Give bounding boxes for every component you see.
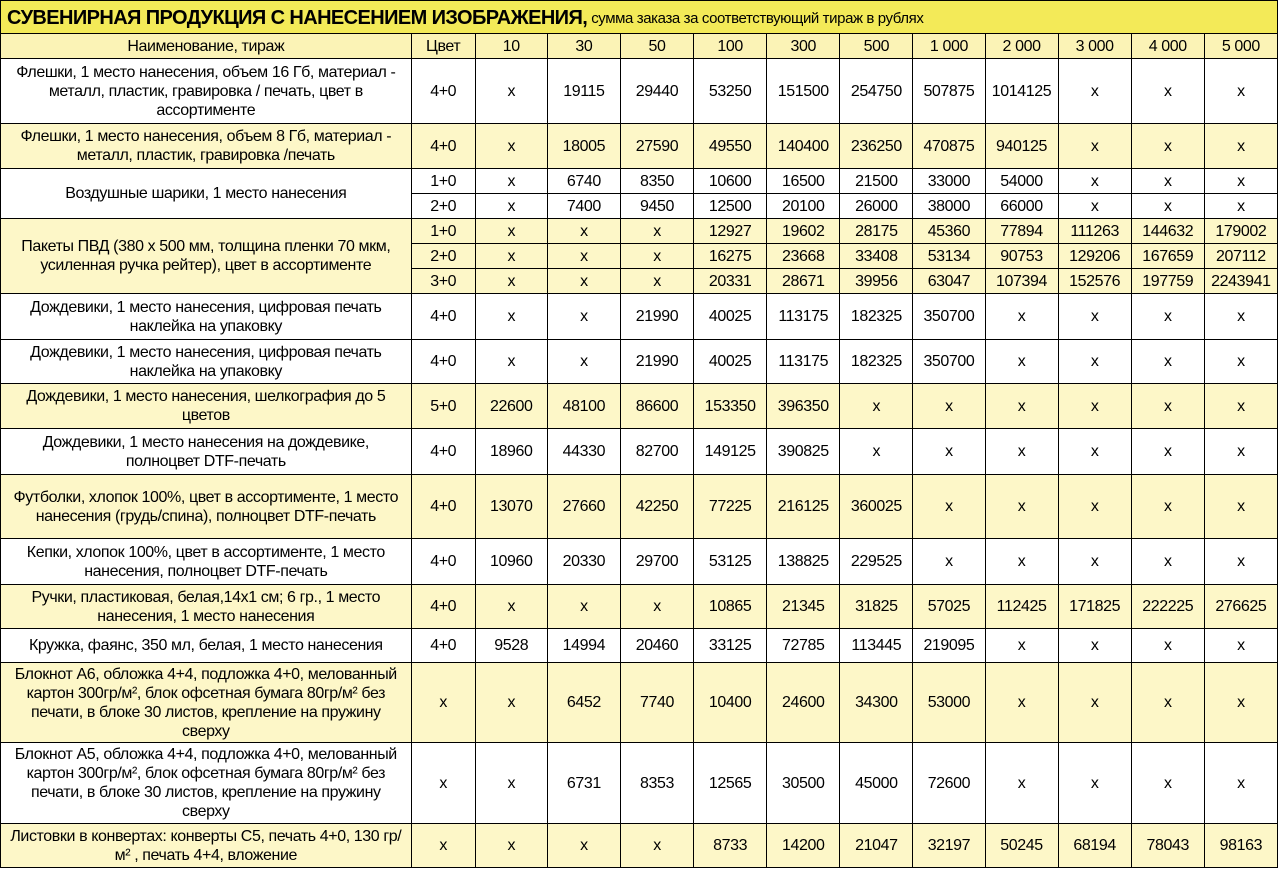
price-cell: 22600 [475,384,547,429]
header-qty-5000: 5 000 [1204,34,1277,59]
color-cell: 3+0 [411,269,475,294]
table-row [1,59,1278,124]
product-name-cell: Дождевики, 1 место нанесения, цифровая печать наклейка на упаковку [1,294,412,340]
price-cell: 26000 [840,194,913,219]
price-cell: x [620,219,693,244]
price-cell: x [475,824,547,868]
price-cell: x [1131,124,1204,169]
price-cell: 6740 [547,169,620,194]
price-cell: 38000 [913,194,985,219]
price-cell: x [1131,294,1204,340]
price-cell: 18960 [475,429,547,475]
price-cell: x [1131,539,1204,585]
color-cell: 1+0 [411,219,475,244]
price-cell: x [840,384,913,429]
header-qty-100: 100 [694,34,767,59]
price-cell: x [475,59,547,124]
product-name-cell: Дождевики, 1 место нанесения, цифровая печать наклейка на упаковку [1,340,412,384]
price-cell: 90753 [985,244,1058,269]
price-cell: 197759 [1131,269,1204,294]
price-cell: 16500 [767,169,840,194]
price-cell: 34300 [840,663,913,743]
price-cell: x [1204,663,1277,743]
price-cell: 20331 [694,269,767,294]
color-cell: x [411,663,475,743]
price-cell: 28671 [767,269,840,294]
price-cell: 12927 [694,219,767,244]
price-cell: 29440 [620,59,693,124]
price-cell: 98163 [1204,824,1277,868]
price-cell: x [985,475,1058,539]
product-name-cell: Кружка, фаянс, 350 мл, белая, 1 место нанесения [1,629,412,663]
price-cell: x [1204,629,1277,663]
price-cell: x [1204,384,1277,429]
price-cell: 112425 [985,585,1058,629]
price-cell: x [547,294,620,340]
price-cell: x [475,169,547,194]
price-cell: 12500 [694,194,767,219]
price-cell: x [1131,429,1204,475]
price-cell: x [1058,629,1131,663]
price-cell: 27660 [547,475,620,539]
product-name-cell: Дождевики, 1 место нанесения, шелкография до 5 цветов [1,384,412,429]
price-cell: 77225 [694,475,767,539]
price-cell: 113175 [767,340,840,384]
price-cell: 40025 [694,340,767,384]
price-cell: x [985,629,1058,663]
price-cell: 53250 [694,59,767,124]
product-name-cell: Флешки, 1 место нанесения, объем 8 Гб, материал - металл, пластик, гравировка /печать [1,124,412,169]
price-cell: 10400 [694,663,767,743]
price-cell: x [1058,743,1131,824]
price-cell: x [1058,539,1131,585]
price-cell: 9450 [620,194,693,219]
price-cell: 32197 [913,824,985,868]
price-cell: 33125 [694,629,767,663]
price-cell: 12565 [694,743,767,824]
price-cell: 57025 [913,585,985,629]
price-cell: x [1204,169,1277,194]
color-cell: 4+0 [411,629,475,663]
price-cell: 20460 [620,629,693,663]
price-cell: x [1131,384,1204,429]
header-qty-1000: 1 000 [913,34,985,59]
price-cell: x [475,663,547,743]
price-cell: x [620,269,693,294]
product-name-cell: Блокнот А6, обложка 4+4, подложка 4+0, мелованный картон 300гр/м², блок офсетная бумага 80гр/м² без печати, в блоке 30 листов, крепление на пружину сверху [1,663,412,743]
price-cell: x [475,194,547,219]
header-qty-50: 50 [620,34,693,59]
price-cell: 107394 [985,269,1058,294]
header-name: Наименование, тираж [1,34,412,59]
product-name-cell: Блокнот А5, обложка 4+4, подложка 4+0, мелованный картон 300гр/м², блок офсетная бумага 80гр/м² без печати, в блоке 30 листов, крепление на пружину сверху [1,743,412,824]
price-cell: 23668 [767,244,840,269]
price-cell: x [1204,429,1277,475]
price-cell: 21500 [840,169,913,194]
price-cell: x [1058,124,1131,169]
table-row [1,663,1278,743]
table-row [1,169,1278,194]
product-name-cell: Футболки, хлопок 100%, цвет в ассортименте, 1 место нанесения (грудь/спина), полноцвет DTF-печать [1,475,412,539]
price-cell: 138825 [767,539,840,585]
price-cell: 20100 [767,194,840,219]
price-cell: x [1058,475,1131,539]
price-cell: x [620,824,693,868]
price-cell: 167659 [1131,244,1204,269]
color-cell: 4+0 [411,539,475,585]
price-cell: x [547,219,620,244]
product-name-cell: Флешки, 1 место нанесения, объем 16 Гб, материал - металл, пластик, гравировка / печать, цвет в ассортименте [1,59,412,124]
price-cell: 18005 [547,124,620,169]
price-cell: x [1058,294,1131,340]
price-cell: x [1204,294,1277,340]
price-cell: 254750 [840,59,913,124]
price-cell: 153350 [694,384,767,429]
price-cell: 396350 [767,384,840,429]
product-name-cell: Листовки в конвертах: конверты С5, печать 4+0, 130 гр/м² , печать 4+4, вложение [1,824,412,868]
table-row [1,824,1278,868]
color-cell: 1+0 [411,169,475,194]
price-cell: x [547,824,620,868]
color-cell: 4+0 [411,294,475,340]
table-row [1,539,1278,585]
price-cell: 236250 [840,124,913,169]
price-cell: x [475,585,547,629]
product-name-cell: Ручки, пластиковая, белая,14х1 см; 6 гр., 1 место нанесения, 1 место нанесения [1,585,412,629]
product-name-cell: Дождевики, 1 место нанесения на дождевике, полноцвет DTF-печать [1,429,412,475]
price-cell: x [475,743,547,824]
price-cell: x [1131,169,1204,194]
price-cell: x [913,475,985,539]
price-cell: x [547,244,620,269]
price-cell: 14200 [767,824,840,868]
price-cell: 10865 [694,585,767,629]
color-cell: 2+0 [411,194,475,219]
price-cell: 29700 [620,539,693,585]
page-title: СУВЕНИРНАЯ ПРОДУКЦИЯ С НАНЕСЕНИЕМ ИЗОБРАЖЕНИЯ, [7,7,588,29]
price-cell: 68194 [1058,824,1131,868]
price-cell: 86600 [620,384,693,429]
price-cell: x [1204,194,1277,219]
price-cell: 66000 [985,194,1058,219]
price-cell: 33000 [913,169,985,194]
price-cell: 44330 [547,429,620,475]
price-cell: 182325 [840,340,913,384]
price-cell: 20330 [547,539,620,585]
price-cell: 50245 [985,824,1058,868]
price-cell: 39956 [840,269,913,294]
price-cell: 470875 [913,124,985,169]
price-cell: 216125 [767,475,840,539]
price-cell: 151500 [767,59,840,124]
price-cell: 144632 [1131,219,1204,244]
price-cell: 507875 [913,59,985,124]
table-row [1,743,1278,824]
price-cell: 33408 [840,244,913,269]
price-cell: 21990 [620,340,693,384]
header-qty-10: 10 [475,34,547,59]
price-cell: 2243941 [1204,269,1277,294]
price-cell: x [1058,340,1131,384]
price-cell: 1014125 [985,59,1058,124]
price-cell: 111263 [1058,219,1131,244]
product-name-cell: Воздушные шарики, 1 место нанесения [1,169,412,219]
price-cell: 72600 [913,743,985,824]
product-name-cell: Пакеты ПВД (380 х 500 мм, толщина пленки 70 мкм, усиленная ручка рейтер), цвет в ассортименте [1,219,412,294]
color-cell: 4+0 [411,124,475,169]
price-cell: 129206 [1058,244,1131,269]
price-cell: 222225 [1131,585,1204,629]
price-cell: 49550 [694,124,767,169]
price-cell: x [1204,475,1277,539]
price-cell: 53134 [913,244,985,269]
price-cell: 78043 [1131,824,1204,868]
price-cell: x [1058,384,1131,429]
table-row [1,219,1278,244]
table-row [1,124,1278,169]
table-row [1,629,1278,663]
price-cell: 219095 [913,629,985,663]
price-cell: 82700 [620,429,693,475]
page-subtitle: сумма заказа за соответствующий тираж в рублях [591,10,924,27]
price-cell: 48100 [547,384,620,429]
price-cell: 24600 [767,663,840,743]
price-cell: 8353 [620,743,693,824]
price-cell: 171825 [1058,585,1131,629]
price-cell: 179002 [1204,219,1277,244]
price-table [0,33,1278,868]
price-cell: 21990 [620,294,693,340]
price-cell: 72785 [767,629,840,663]
color-cell: 4+0 [411,340,475,384]
price-cell: 276625 [1204,585,1277,629]
price-cell: 16275 [694,244,767,269]
price-cell: 53000 [913,663,985,743]
price-cell: x [985,294,1058,340]
price-cell: x [475,219,547,244]
price-cell: x [913,384,985,429]
color-cell: 4+0 [411,585,475,629]
price-cell: x [985,743,1058,824]
title-bar [0,0,1278,33]
color-cell: 4+0 [411,475,475,539]
color-cell: 4+0 [411,429,475,475]
header-color: Цвет [411,34,475,59]
price-cell: 113445 [840,629,913,663]
price-cell: 350700 [913,340,985,384]
price-cell: 360025 [840,475,913,539]
price-cell: x [1204,124,1277,169]
price-cell: x [913,429,985,475]
price-cell: 6452 [547,663,620,743]
price-cell: x [1058,429,1131,475]
price-cell: 149125 [694,429,767,475]
price-cell: 113175 [767,294,840,340]
price-cell: 229525 [840,539,913,585]
header-qty-3000: 3 000 [1058,34,1131,59]
price-cell: 152576 [1058,269,1131,294]
price-cell: 940125 [985,124,1058,169]
price-cell: x [985,340,1058,384]
price-cell: 7740 [620,663,693,743]
price-cell: 63047 [913,269,985,294]
header-qty-500: 500 [840,34,913,59]
price-cell: x [1204,539,1277,585]
price-cell: 21047 [840,824,913,868]
price-cell: 10960 [475,539,547,585]
price-cell: x [475,340,547,384]
color-cell: 5+0 [411,384,475,429]
price-cell: x [620,585,693,629]
color-cell: 2+0 [411,244,475,269]
price-cell: 27590 [620,124,693,169]
price-cell: 390825 [767,429,840,475]
color-cell: x [411,743,475,824]
price-cell: 45000 [840,743,913,824]
price-cell: 21345 [767,585,840,629]
price-cell: x [475,269,547,294]
table-row [1,384,1278,429]
price-cell: 30500 [767,743,840,824]
price-cell: x [1058,663,1131,743]
price-cell: 42250 [620,475,693,539]
price-cell: x [985,384,1058,429]
price-cell: 54000 [985,169,1058,194]
price-cell: 140400 [767,124,840,169]
price-cell: x [985,429,1058,475]
price-cell: x [620,244,693,269]
price-cell: 350700 [913,294,985,340]
price-cell: 45360 [913,219,985,244]
header-qty-2000: 2 000 [985,34,1058,59]
product-name-cell: Кепки, хлопок 100%, цвет в ассортименте, 1 место нанесения, полноцвет DTF-печать [1,539,412,585]
price-cell: x [1204,59,1277,124]
table-row [1,294,1278,340]
price-cell: x [547,585,620,629]
header-qty-4000: 4 000 [1131,34,1204,59]
price-cell: 28175 [840,219,913,244]
price-cell: 77894 [985,219,1058,244]
price-cell: x [475,244,547,269]
price-cell: x [1131,629,1204,663]
price-cell: x [1131,194,1204,219]
color-cell: 4+0 [411,59,475,124]
price-cell: 53125 [694,539,767,585]
price-cell: 8733 [694,824,767,868]
header-qty-300: 300 [767,34,840,59]
price-cell: x [1131,663,1204,743]
table-row [1,429,1278,475]
price-cell: x [840,429,913,475]
header-qty-30: 30 [547,34,620,59]
price-cell: 7400 [547,194,620,219]
price-cell: x [913,539,985,585]
price-cell: x [1131,340,1204,384]
price-cell: 13070 [475,475,547,539]
color-cell: x [411,824,475,868]
price-cell: 6731 [547,743,620,824]
price-cell: x [1131,475,1204,539]
price-cell: 182325 [840,294,913,340]
table-row [1,475,1278,539]
header-row [1,34,1278,59]
price-cell: x [1058,59,1131,124]
price-cell: x [475,124,547,169]
price-cell: 8350 [620,169,693,194]
price-cell: x [1058,169,1131,194]
price-cell: x [547,340,620,384]
price-cell: 9528 [475,629,547,663]
table-body [1,59,1278,868]
price-cell: x [547,269,620,294]
table-row [1,340,1278,384]
price-cell: x [1131,59,1204,124]
price-cell: x [1204,743,1277,824]
price-cell: x [985,663,1058,743]
price-cell: 40025 [694,294,767,340]
price-cell: 207112 [1204,244,1277,269]
price-cell: 14994 [547,629,620,663]
price-cell: x [475,294,547,340]
price-cell: 19602 [767,219,840,244]
price-cell: x [985,539,1058,585]
price-cell: 31825 [840,585,913,629]
table-row [1,585,1278,629]
price-cell: 19115 [547,59,620,124]
price-cell: 10600 [694,169,767,194]
price-cell: x [1204,340,1277,384]
price-cell: x [1058,194,1131,219]
price-cell: x [1131,743,1204,824]
